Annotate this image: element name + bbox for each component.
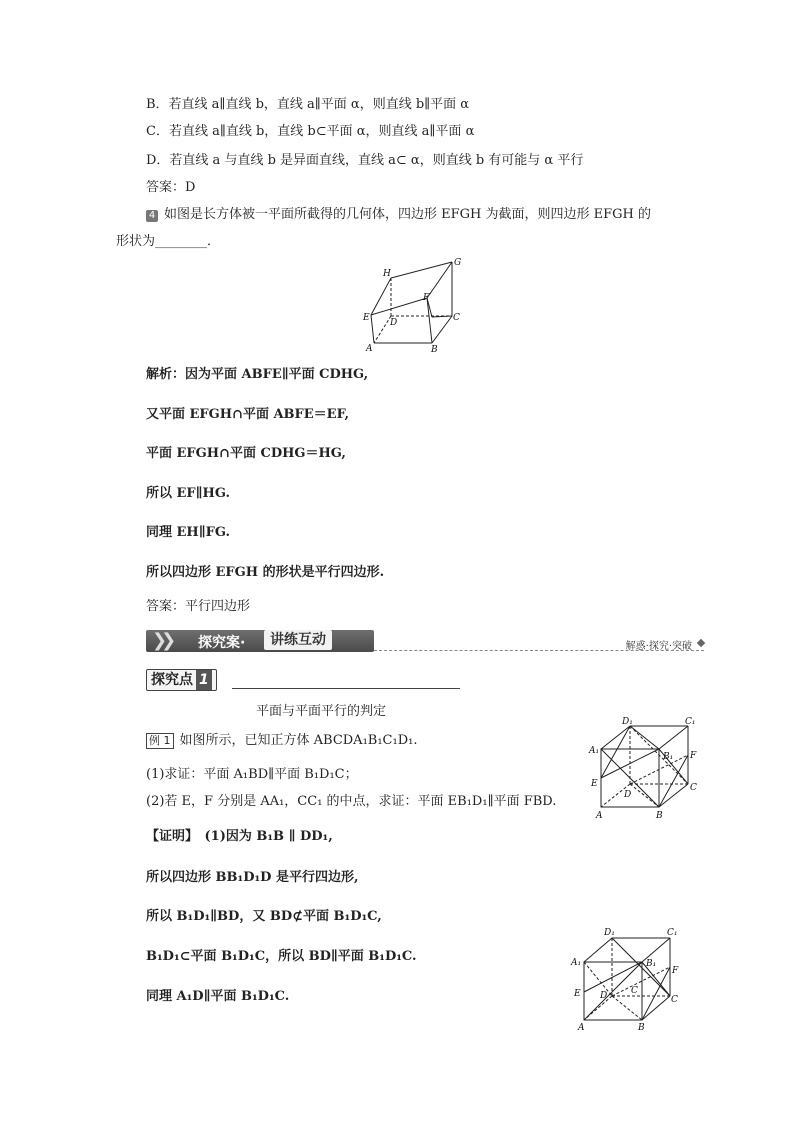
section-title: 平面与平面平行的判定 [256,704,387,719]
example-1-part-1: (1)求证：平面 A₁BD∥平面 B₁D₁C； [146,767,358,782]
cube2-label-a1: A₁ [571,958,582,968]
cube-figure-1 [588,716,698,826]
cuboid-section-figure [360,254,470,354]
section-rule [232,688,460,689]
question-4-line-2: 形状为________． [116,234,221,249]
cube1-label-e: E [591,779,598,789]
section-tag [146,669,217,691]
cube2-label-f: F [672,966,679,976]
cube1-label-c: C [690,783,697,793]
label-e: E [363,313,370,323]
answer-1: 答案：D [146,180,196,195]
cube2-label-b: B [638,1023,645,1033]
solution-line-3: 平面 EFGH∩平面 CDHG＝HG, [146,446,346,461]
cube1-label-a1: A₁ [589,746,600,756]
cube2-label-d1: D₁ [604,928,615,938]
cube2-label-c-inner: C [631,986,638,996]
banner-bar [146,630,374,652]
proof-line-2: 所以四边形 BB₁D₁D 是平行四边形, [146,870,359,885]
cube1-label-d1: D₁ [622,717,633,727]
section-tag-number: 1 [196,670,212,690]
label-h: H [383,269,391,279]
label-c: C [453,313,460,323]
solution-line-1: 解析：因为平面 ABFE∥平面 CDHG, [146,367,369,382]
solution-line-6: 所以四边形 EFGH 的形状是平行四边形. [146,565,385,580]
diamond-icon [697,639,705,647]
solution-line-4: 所以 EF∥HG. [146,486,230,501]
example-1-line [146,732,417,750]
cube1-label-b1: B₁ [663,752,674,762]
label-g: G [454,258,462,268]
section-tag-label: 探究点 [151,672,193,688]
answer-2: 答案：平行四边形 [146,599,251,614]
banner-title-1: 探究案· [198,635,246,651]
label-d: D [390,318,398,328]
cube2-label-c: C [671,995,678,1005]
cube1-label-f: F [690,751,697,761]
banner-title-2: 讲练互动 [264,630,332,650]
label-f: F [423,293,430,303]
label-a: A [366,344,373,354]
chevron-icon: ❯❯ [152,630,171,651]
cube1-label-d: D [624,790,632,800]
banner-right-text: 解惑·探究·突破 [625,641,692,652]
example-1-text: 如图所示，已知正方体 ABCDA₁B₁C₁D₁. [179,733,418,748]
cube2-label-c1: C₁ [667,928,678,938]
solution-line-2: 又平面 EFGH∩平面 ABFE＝EF, [146,407,350,422]
cube1-label-b: B [656,811,663,821]
example-label: 例 1 [146,733,174,749]
cube1-label-a: A [596,811,603,821]
solution-line-5: 同理 EH∥FG. [146,525,230,540]
cube2-label-a: A [578,1023,585,1033]
cube2-label-e: E [574,989,581,999]
example-1-part-2: (2)若 E，F 分别是 AA₁，CC₁ 的中点，求证：平面 EB₁D₁∥平面 FBD. [146,794,557,809]
question-4-line-1 [146,206,651,224]
option-d: D．若直线 a 与直线 b 是异面直线，直线 a⊂ α，则直线 b 有可能与 α 平行 [146,153,584,168]
section-banner [146,628,706,656]
cube1-label-c1: C₁ [685,717,696,727]
option-c: C．若直线 a∥直线 b，直线 b⊂平面 α，则直线 a∥平面 α [146,124,475,139]
cube-figure-2 [568,924,688,1034]
proof-line-1: 【证明】 (1)因为 B₁B ∥ DD₁, [146,829,333,844]
question-4-text-1: 如图是长方体被一平面所截得的几何体，四边形 EFGH 为截面，则四边形 EFGH 的 [164,207,651,222]
proof-line-4: B₁D₁⊂平面 B₁D₁C，所以 BD∥平面 B₁D₁C. [146,949,417,964]
question-number-icon: 4 [146,210,158,222]
label-b: B [431,345,438,354]
option-b: B．若直线 a∥直线 b，直线 a∥平面 α，则直线 b∥平面 α [146,97,470,112]
proof-line-3: 所以 B₁D₁∥BD，又 BD⊄平面 B₁D₁C, [146,909,382,924]
cube2-label-b1: B₁ [646,959,657,969]
cube2-label-d: D [600,991,608,1001]
proof-line-5: 同理 A₁D∥平面 B₁D₁C. [146,989,290,1004]
